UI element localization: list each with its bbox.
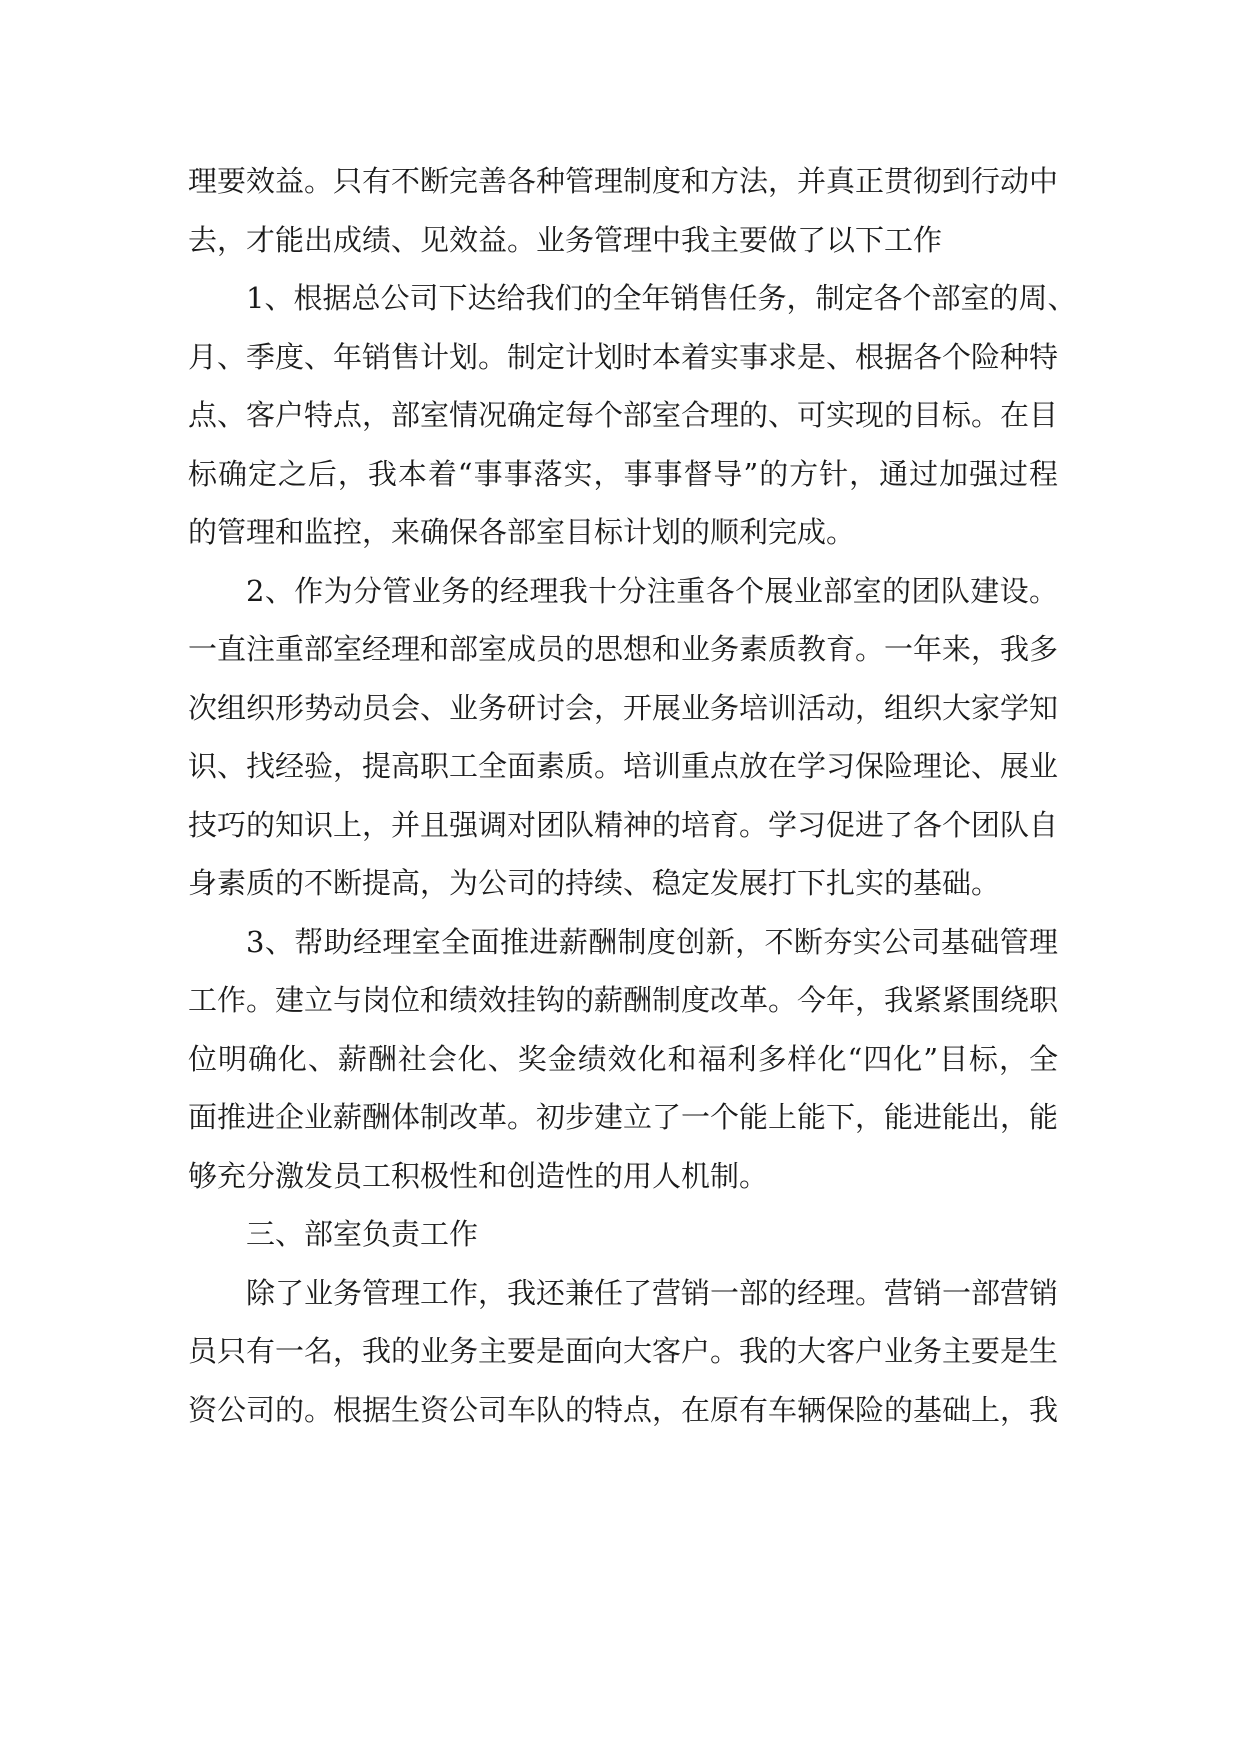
text-line: 识、找经验，提高职工全面素质。培训重点放在学习保险理论、展业 [188,749,1059,783]
text-line: 标确定之后，我本着“事事落实，事事督导”的方针，通过加强过程 [188,456,1058,491]
text-line: 面推进企业薪酬体制改革。初步建立了一个能上能下，能进能出，能 [188,1100,1059,1134]
text-line: 的管理和监控，来确保各部室目标计划的顺利完成。 [188,515,856,549]
text-line: 身素质的不断提高，为公司的持续、稳定发展打下扎实的基础。 [188,866,1001,900]
text-line: 次组织形势动员会、业务研讨会，开展业务培训活动，组织大家学知 [188,690,1059,725]
text-line: 月、季度、年销售计划。制定计划时本着实事求是、根据各个险种特 [188,339,1059,374]
text-line: 除了业务管理工作，我还兼任了营销一部的经理。营销一部营销 [246,1275,1059,1310]
text-line: 位明确化、薪酬社会化、奖金绩效化和福利多样化“四化”目标，全 [188,1041,1058,1076]
text-line: 去，才能出成绩、见效益。业务管理中我主要做了以下工作 [188,222,943,257]
body-text [188,152,1077,1439]
text-line: 一直注重部室经理和部室成员的思想和业务素质教育。一年来，我多 [188,632,1059,666]
text-line: 资公司的。根据生资公司车队的特点，在原有车辆保险的基础上，我 [188,1392,1059,1427]
text-line: 1、根据总公司下达给我们的全年销售任务，制定各个部室的周、 [246,281,1077,315]
text-line: 2、作为分管业务的经理我十分注重各个展业部室的团队建设。 [246,573,1058,608]
text-line: 三、部室负责工作 [246,1217,479,1251]
text-line: 理要效益。只有不断完善各种管理制度和方法，并真正贯彻到行动中 [188,164,1059,198]
text-line: 工作。建立与岗位和绩效挂钩的薪酬制度改革。今年，我紧紧围绕职 [188,983,1059,1017]
text-line: 技巧的知识上，并且强调对团队精神的培育。学习促进了各个团队自 [188,807,1059,842]
text-line: 够充分激发员工积极性和创造性的用人机制。 [188,1158,769,1193]
text-line: 3、帮助经理室全面推进薪酬制度创新，不断夯实公司基础管理 [246,924,1058,959]
text-line: 员只有一名，我的业务主要是面向大客户。我的大客户业务主要是生 [188,1334,1059,1368]
text-line: 点、客户特点，部室情况确定每个部室合理的、可实现的目标。在目 [188,398,1059,432]
